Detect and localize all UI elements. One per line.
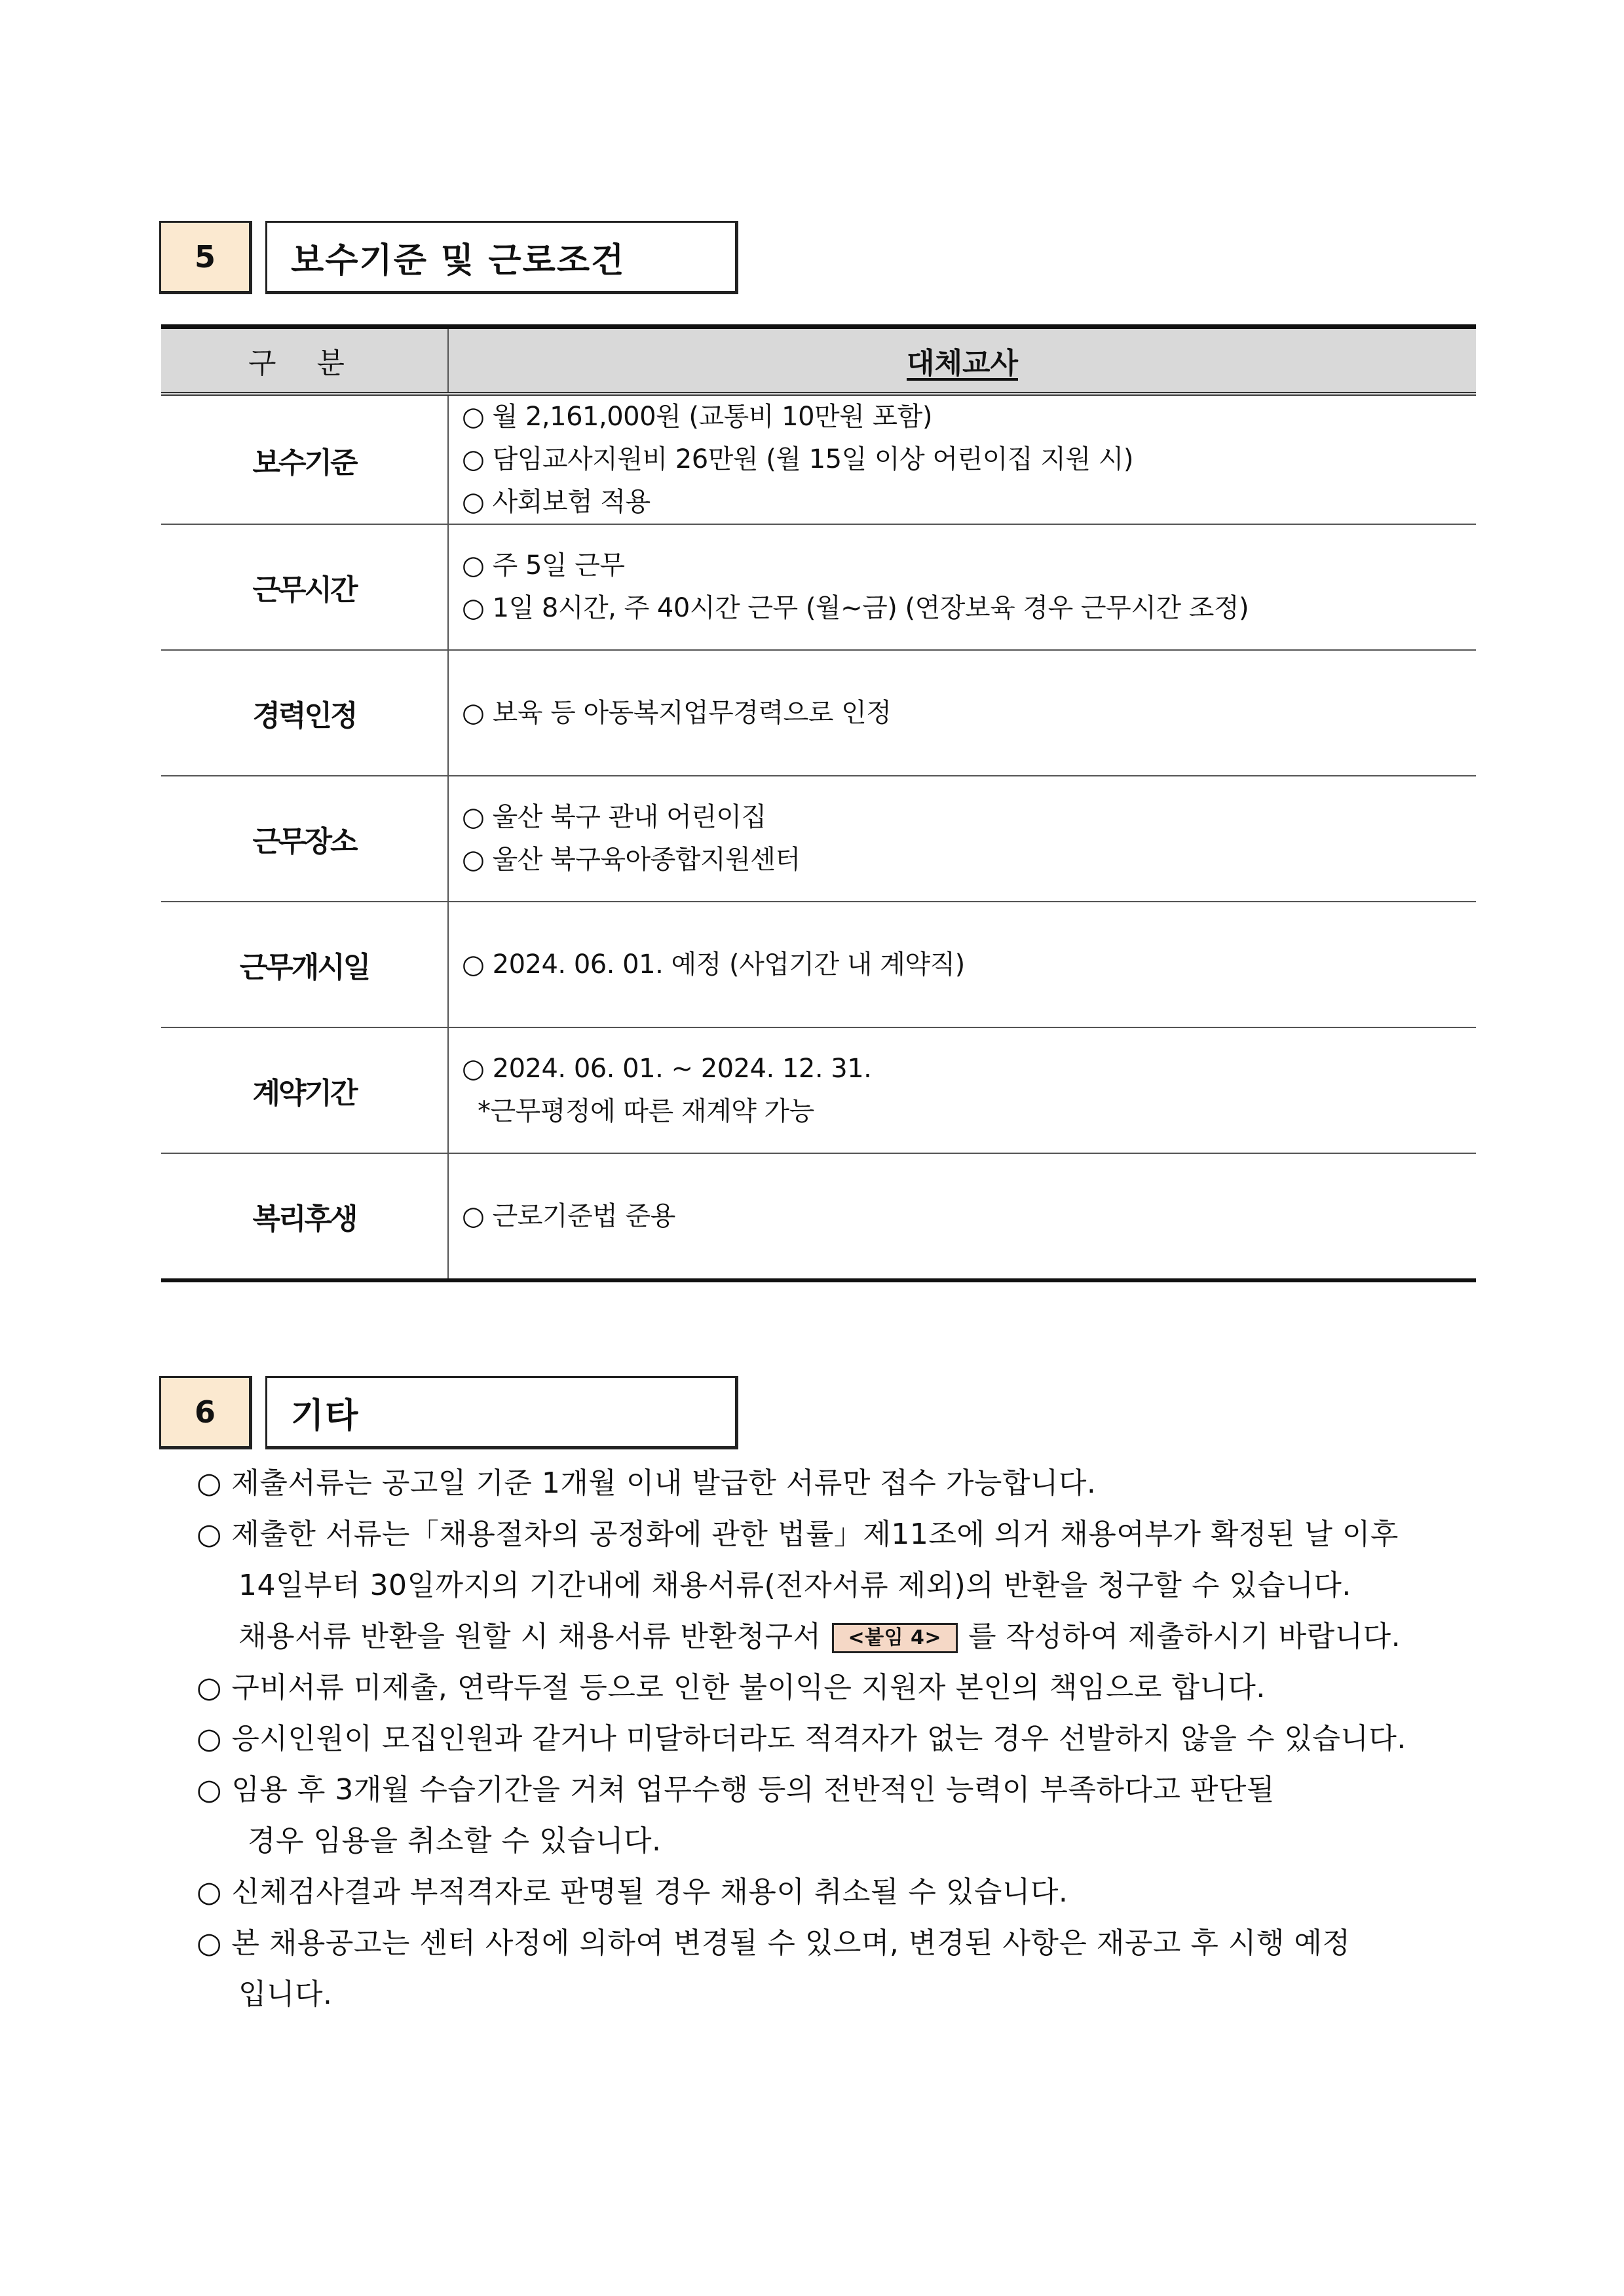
content-line: ○ 1일 8시간, 주 40시간 근무 (월~금) (연장보육 경우 근무시간 조정) — [462, 593, 1249, 623]
section-number: 6 — [159, 1376, 252, 1449]
row-label: 근무시간 — [161, 524, 448, 650]
list-item-continuation: 경우 임용을 취소할 수 있습니다. — [248, 1824, 662, 1858]
list-item-continuation: 입니다. — [238, 1978, 333, 2011]
content-line: ○ 울산 북구 관내 어린이집 — [462, 802, 766, 832]
content-line: ○ 울산 북구육아종합지원센터 — [462, 845, 801, 875]
row-content — [448, 1153, 1476, 1280]
row-content — [448, 1027, 1476, 1153]
content-line: ○ 보육 등 아동복지업무경력으로 인정 — [462, 697, 892, 728]
row-label: 계약기간 — [161, 1027, 448, 1153]
row-label: 근무장소 — [161, 776, 448, 902]
section-5-header — [159, 221, 738, 294]
table-row — [161, 1153, 1476, 1280]
row-content — [448, 394, 1476, 524]
table-row — [161, 394, 1476, 524]
table-row — [161, 524, 1476, 650]
list-item: ○ 제출한 서류는「채용절차의 공정화에 관한 법률」제11조에 의거 채용여부가 확정된 날 이후 — [197, 1518, 1399, 1551]
list-item: ○ 임용 후 3개월 수습기간을 거쳐 업무수행 등의 전반적인 능력이 부족하다고 판단될 — [197, 1773, 1275, 1807]
column-header-category: 구 분 — [161, 327, 448, 394]
row-content — [448, 902, 1476, 1027]
row-label: 복리후생 — [161, 1153, 448, 1280]
text-segment: 를 작성하여 제출하시기 바랍니다. — [968, 1620, 1401, 1653]
list-item-continuation: 14일부터 30일까지의 기간내에 채용서류(전자서류 제외)의 반환을 청구할 수 있습니다. — [238, 1569, 1351, 1602]
content-line: ○ 주 5일 근무 — [462, 550, 625, 581]
section-number: 5 — [159, 221, 252, 294]
list-item: ○ 신체검사결과 부적격자로 판명될 경우 채용이 취소될 수 있습니다. — [197, 1875, 1068, 1909]
row-content — [448, 650, 1476, 776]
table-row — [161, 776, 1476, 902]
row-label: 경력인정 — [161, 650, 448, 776]
table-row — [161, 650, 1476, 776]
content-note: *근무평정에 따른 재계약 가능 — [478, 1096, 814, 1126]
table-row — [161, 902, 1476, 1027]
content-line: ○ 담임교사지원비 26만원 (월 15일 이상 어린이집 지원 시) — [462, 444, 1133, 474]
row-content — [448, 524, 1476, 650]
content-line: ○ 사회보험 적용 — [462, 487, 651, 517]
list-item: ○ 본 채용공고는 센터 사정에 의하여 변경될 수 있으며, 변경된 사항은 재공고 후 시행 예정 — [197, 1926, 1351, 1960]
list-item: ○ 제출서류는 공고일 기준 1개월 이내 발급한 서류만 접수 가능합니다. — [197, 1466, 1097, 1500]
text-segment: 채용서류 반환을 원할 시 채용서류 반환청구서 — [238, 1620, 821, 1653]
content-line: ○ 월 2,161,000원 (교통비 10만원 포함) — [462, 402, 932, 432]
list-item: ○ 응시인원이 모집인원과 같거나 미달하더라도 적격자가 없는 경우 선발하지 않을 수 있습니다. — [197, 1722, 1407, 1755]
row-content — [448, 776, 1476, 902]
list-item: ○ 구비서류 미제출, 연락두절 등으로 인한 불이익은 지원자 본인의 책임으로 합니다. — [197, 1671, 1266, 1704]
list-item-continuation — [197, 1611, 1481, 1662]
section-title: 보수기준 및 근로조건 — [265, 221, 738, 294]
row-label: 근무개시일 — [161, 902, 448, 1027]
column-header-substitute-teacher: 대체교사 — [448, 327, 1476, 394]
content-line: ○ 2024. 06. 01. 예정 (사업기간 내 계약직) — [462, 949, 965, 980]
row-label: 보수기준 — [161, 394, 448, 524]
content-line: ○ 2024. 06. 01. ~ 2024. 12. 31. — [462, 1054, 872, 1084]
misc-notice-list — [197, 1458, 1481, 2020]
attachment-tag: <붙임 4> — [832, 1623, 958, 1653]
conditions-table — [161, 324, 1476, 1282]
section-title: 기타 — [265, 1376, 738, 1449]
content-line: ○ 근로기준법 준용 — [462, 1200, 675, 1231]
section-6-header — [159, 1376, 738, 1449]
table-row — [161, 1027, 1476, 1153]
table-header-row — [161, 327, 1476, 394]
